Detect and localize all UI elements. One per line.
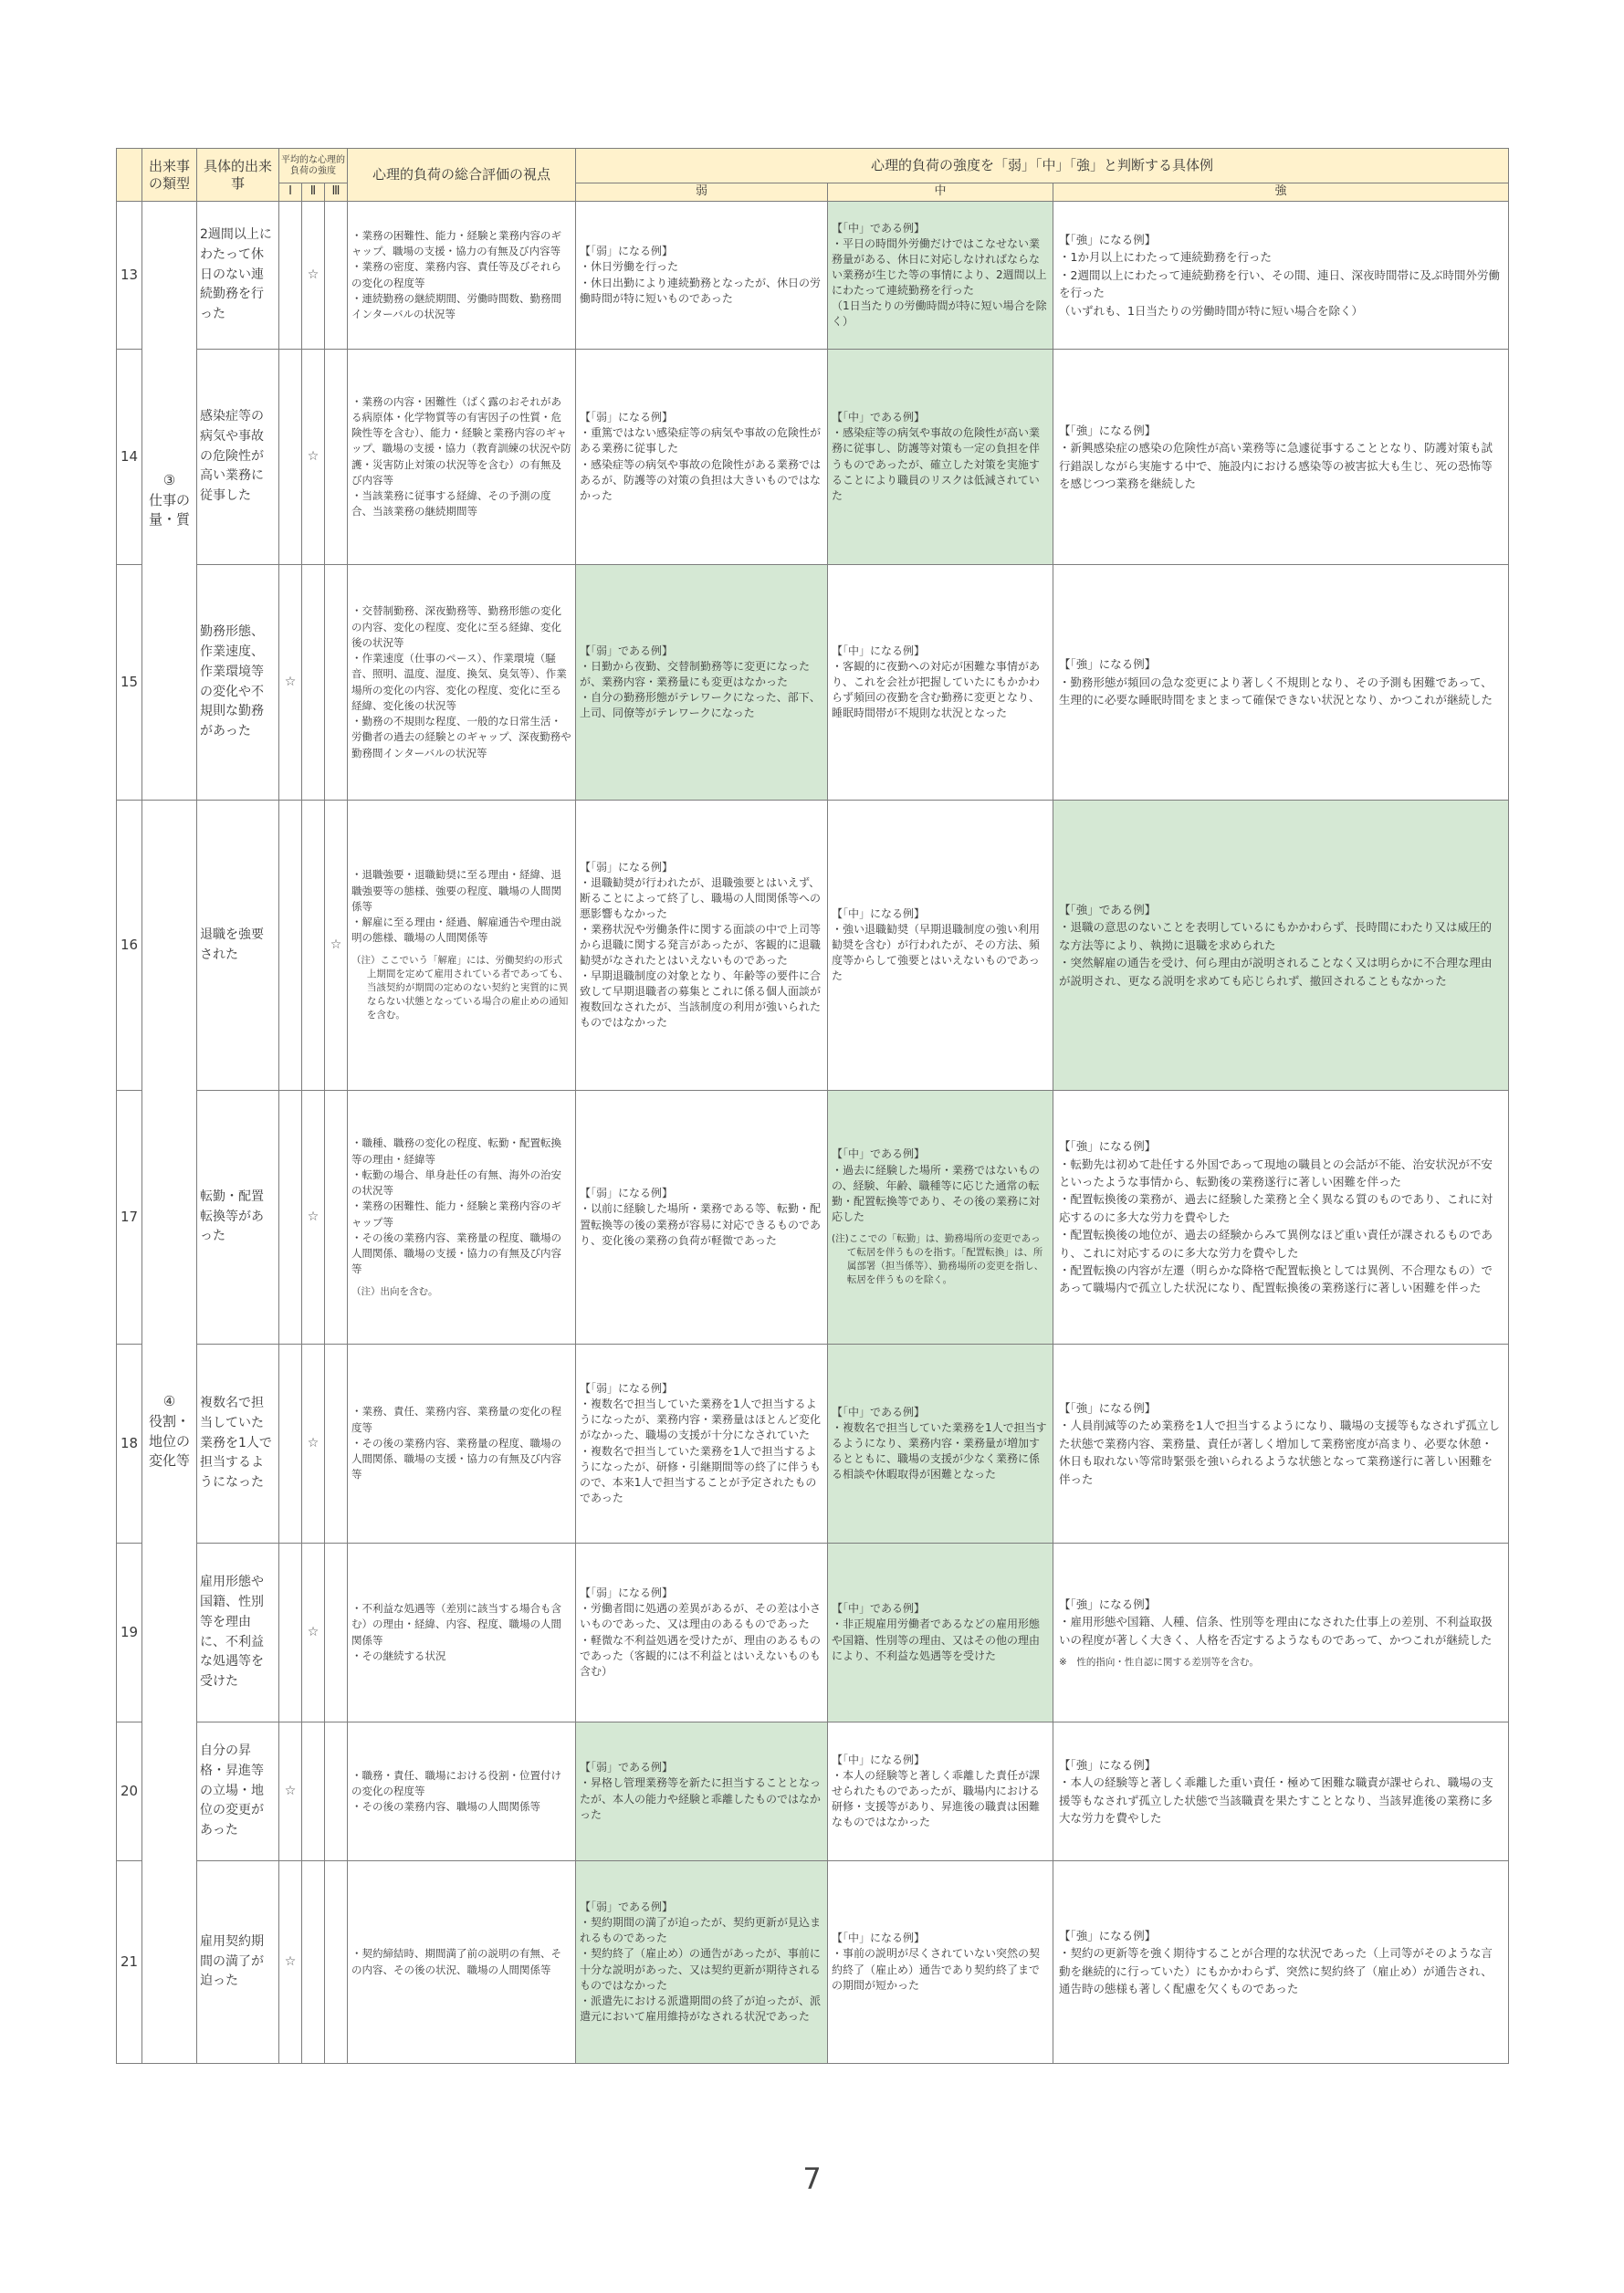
table-row bbox=[117, 350, 1509, 565]
text-line: 【「中」である例】 bbox=[832, 1405, 926, 1419]
text-line: ・複数名で担当していた業務を1人で担当するようになったが、業務内容・業務量はほとんど変化がなかった、職場の支援が十分になされていた bbox=[580, 1398, 822, 1442]
text-line: ・その後の業務内容、職場の人間関係等 bbox=[351, 1800, 541, 1814]
text-line: ・複数名で担当していた業務を1人で担当するようになり、業務内容・業務量が増加するとともに、職場の支援が少なく業務に係る相談や休暇取得が困難となった bbox=[832, 1420, 1047, 1482]
evaluation-viewpoint bbox=[348, 1722, 576, 1861]
text-line: ・契約期間の満了が迫ったが、契約更新が見込まれるものであった bbox=[580, 1916, 822, 1945]
text-line: ・契約終了（雇止め）の通告があったが、事前に十分な説明があった、又は契約更新が期待されるものではなかった bbox=[580, 1947, 821, 1992]
text-line: ・当該業務に従事する経緯、その予測の度合、当該業務の継続期間等 bbox=[351, 489, 551, 518]
concrete-event: 退職を強要された bbox=[197, 801, 279, 1091]
strength-mark-3 bbox=[325, 350, 348, 565]
table-row bbox=[117, 202, 1509, 350]
concrete-event: 転勤・配置転換等があった bbox=[197, 1091, 279, 1345]
table-row bbox=[117, 801, 1509, 1091]
strength-mark-2 bbox=[302, 1722, 325, 1861]
text-line: ・軽微な不利益処遇を受けたが、理由のあるものであった（客観的には不利益とはいえないものも含む） bbox=[580, 1633, 822, 1678]
text-line: 【「弱」である例】 bbox=[580, 644, 674, 657]
evaluation-viewpoint bbox=[348, 350, 576, 565]
row-number: 20 bbox=[117, 1722, 142, 1861]
weak-example bbox=[576, 1091, 828, 1345]
row-number: 18 bbox=[117, 1345, 142, 1544]
text-line: 【「強」になる例】 bbox=[1059, 1597, 1157, 1611]
strong-example bbox=[1053, 202, 1509, 350]
strength-mark-3 bbox=[325, 1345, 348, 1544]
concrete-event-header: 具体的出来事 bbox=[197, 149, 279, 202]
text-line: ・1か月以上にわたって連続勤務を行った bbox=[1059, 250, 1272, 265]
table-row bbox=[117, 565, 1509, 801]
concrete-event: 勤務形態、作業速度、作業環境等の変化や不規則な勤務があった bbox=[197, 565, 279, 801]
text-line: ・交替制勤務、深夜勤務等、勤務形態の変化の内容、変化の程度、変化に至る経緯、変化後の状況等 bbox=[351, 604, 562, 649]
text-line: ・複数名で担当していた業務を1人で担当するようになったが、研修・引継期間等の終了に伴うもので、本来1人で担当することが予定されたものであった bbox=[580, 1444, 822, 1504]
text-line: ・配置転換後の業務が、過去に経験した業務と全く異なる質のものであり、これに対応するのに多大な労力を費やした bbox=[1059, 1192, 1493, 1224]
text-line: ・勤務形態が頻回の急な変更により著しく不規則となり、その予測も困難であって、生理的に必要な睡眠時間をまとまって確保できない状況となり、かつこれが継続した bbox=[1059, 675, 1493, 707]
text-line: ・職務・責任、職場における役割・位置付けの変化の程度等 bbox=[351, 1768, 562, 1797]
strength-mark-1: ☆ bbox=[279, 1722, 302, 1861]
row-number: 19 bbox=[117, 1544, 142, 1722]
strength-mark-2: ☆ bbox=[302, 202, 325, 350]
text-line: 【「強」になる例】 bbox=[1059, 1401, 1157, 1416]
text-line: ・労働者間に処遇の差異があるが、その差は小さいものであった、又は理由のあるものであった bbox=[580, 1602, 822, 1631]
footnote: ※ 性的指向・性自認に関する差別等を含む。 bbox=[1059, 1656, 1259, 1668]
strength-mark-2 bbox=[302, 565, 325, 801]
text-line: ・作業速度（仕事のペース）、作業環境（騒音、照明、温度、湿度、換気、臭気等）、作業場所の変化の内容、変化の程度、変化に至る経緯、変化後の状況等 bbox=[351, 652, 567, 712]
row-number: 21 bbox=[117, 1861, 142, 2064]
text-line: ・業務、責任、業務内容、業務量の変化の程度等 bbox=[351, 1405, 562, 1434]
table-row bbox=[117, 1345, 1509, 1544]
medium-example bbox=[828, 350, 1053, 565]
strength-mark-1 bbox=[279, 1091, 302, 1345]
row-number: 17 bbox=[117, 1091, 142, 1345]
text-line: ・連続勤務の継続期間、労働時間数、勤務間インターバルの状況等 bbox=[351, 291, 562, 320]
strength-mark-1 bbox=[279, 1345, 302, 1544]
text-line: 【「中」である例】 bbox=[832, 1147, 926, 1161]
text-line: ・業務の内容・困難性（ばく露のおそれがある病原体・化学物質等の有害因子の性質・危険性等を含む）、能力・経験と業務内容のギャップ、職場の支援・協力（教育訓練の状況や防護・災害防止対策の状況等を含む）の有無及び内容等 bbox=[351, 394, 571, 487]
strength-mark-3 bbox=[325, 202, 348, 350]
weak-header: 弱 bbox=[576, 183, 828, 202]
medium-example bbox=[828, 565, 1053, 801]
strong-example bbox=[1053, 1722, 1509, 1861]
text-line: ・勤務の不規則な程度、一般的な日常生活・労働者の過去の経験とのギャップ、深夜勤務や勤務間インターバルの状況等 bbox=[351, 715, 571, 759]
concrete-event: 2週間以上にわたって休日のない連続勤務を行った bbox=[197, 202, 279, 350]
text-line: 【「弱」になる例】 bbox=[580, 245, 674, 258]
text-line: ・契約締結時、期間満了前の説明の有無、その内容、その後の状況、職場の人間関係等 bbox=[351, 1947, 562, 1976]
text-line: ・昇格し管理業務等を新たに担当することとなったが、本人の能力や経験と乖離したものではなかった bbox=[580, 1776, 822, 1821]
strength-mark-2: ☆ bbox=[302, 350, 325, 565]
concrete-event: 複数名で担当していた業務を1人で担当するようになった bbox=[197, 1345, 279, 1544]
text-line: ・日勤から夜勤、交替制勤務等に変更になったが、業務内容・業務量にも変更はなかった bbox=[580, 659, 811, 688]
text-line: ・過去に経験した場所・業務ではないものの、経験、年齢、職種等に応じた通常の転勤・配置転換等であり、その後の業務に対応した bbox=[832, 1163, 1041, 1223]
weak-example bbox=[576, 202, 828, 350]
text-line: 【「弱」になる例】 bbox=[580, 1382, 674, 1396]
text-line: ・本人の経験等と著しく乖離した責任が課せられたものであったが、職場内における研修・支援等があり、昇進後の職責は困難なものではなかった bbox=[832, 1768, 1041, 1829]
evaluation-viewpoint bbox=[348, 1861, 576, 2064]
text-line: 【「弱」になる例】 bbox=[580, 1187, 674, 1200]
text-line: ・業務の困難性、能力・経験と業務内容のギャップ等 bbox=[351, 1199, 562, 1229]
strong-example bbox=[1053, 1544, 1509, 1722]
evaluation-viewpoint bbox=[348, 1091, 576, 1345]
text-line: ・非正規雇用労働者であるなどの雇用形態や国籍、性別等の理由、又はその他の理由により、不利益な処遇等を受けた bbox=[832, 1618, 1041, 1662]
table-row bbox=[117, 1722, 1509, 1861]
text-line: 【「中」である例】 bbox=[832, 221, 926, 235]
text-line: ・派遣先における派遣期間の終了が迫ったが、派遣元において雇用維持がなされる状況であった bbox=[580, 1994, 822, 2023]
text-line: ・業務の困難性、能力・経験と業務内容のギャップ、職場の支援・協力の有無及び内容等 bbox=[351, 228, 562, 257]
text-line: ・突然解雇の通告を受け、何ら理由が説明されることなく又は明らかに不合理な理由が説明され、更なる説明を求めても応じられず、撤回されることもなかった bbox=[1059, 956, 1493, 988]
medium-example bbox=[828, 1544, 1053, 1722]
concrete-event: 感染症等の病気や事故の危険性が高い業務に従事した bbox=[197, 350, 279, 565]
strong-example bbox=[1053, 1091, 1509, 1345]
row-number-header bbox=[117, 149, 142, 202]
text-line: ・自分の勤務形態がテレワークになった、部下、上司、同僚等がテレワークになった bbox=[580, 691, 821, 720]
header-row-2 bbox=[117, 183, 1509, 202]
text-line: 【「強」になる例】 bbox=[1059, 1139, 1157, 1154]
text-line: ・不利益な処遇等（差別に該当する場合も含む）の理由・経緯、内容、程度、職場の人間関係等 bbox=[351, 1602, 562, 1647]
text-line: ③ bbox=[162, 471, 176, 488]
text-line: ・契約の更新等を強く期待することが合理的な状況であった（上司等がそのような言動を継続的に行っていた）にもかかわらず、突然に契約終了（雇止め）が通告され、通告時の態様も著しく配慮を欠くものであった bbox=[1059, 1946, 1493, 1995]
text-line: ・強い退職勧奨（早期退職制度の強い利用勧奨を含む）が行われたが、その方法、頻度等からして強要とはいえないものであった bbox=[832, 922, 1041, 983]
evaluation-viewpoint bbox=[348, 1345, 576, 1544]
strength-level-1-header: Ⅰ bbox=[279, 183, 302, 202]
strength-mark-3 bbox=[325, 1861, 348, 2064]
text-line: 【「中」になる例】 bbox=[832, 644, 926, 657]
text-line: ・その後の業務内容、業務量の程度、職場の人間関係、職場の支援・協力の有無及び内容等 bbox=[351, 1230, 562, 1276]
strength-mark-2 bbox=[302, 801, 325, 1091]
text-line: ・重篤ではない感染症等の病気や事故の危険性がある業務に従事した bbox=[580, 426, 822, 455]
text-line: ・以前に経験した場所・業務である等、転勤・配置転換等の後の業務が容易に対応できるものであり、変化後の業務の負荷が軽微であった bbox=[580, 1202, 822, 1247]
row-number: 15 bbox=[117, 565, 142, 801]
weak-example bbox=[576, 1722, 828, 1861]
evaluation-viewpoint bbox=[348, 1544, 576, 1722]
weak-example bbox=[576, 565, 828, 801]
weak-example bbox=[576, 1544, 828, 1722]
strength-mark-1 bbox=[279, 202, 302, 350]
text-line: 【「強」になる例】 bbox=[1059, 657, 1157, 672]
footnote: （注）出向を含む。 bbox=[351, 1285, 438, 1297]
footnote: （注）ここでいう「解雇」には、労働契約の形式上期間を定めて雇用されている者であっても、当該契約が期間の定めのない契約と実質的に異ならない状態となっている場合の雇止めの通知を含む。 bbox=[351, 954, 569, 1021]
strong-example bbox=[1053, 1861, 1509, 2064]
text-line: ・感染症等の病気や事故の危険性が高い業務に従事し、防護等対策も一定の負担を伴うものであったが、確立した対策を実施することにより職員のリスクは低減されていた bbox=[832, 426, 1041, 502]
medium-example bbox=[828, 202, 1053, 350]
text-line: 【「中」になる例】 bbox=[832, 1932, 926, 1945]
evaluation-viewpoint bbox=[348, 801, 576, 1091]
text-line: ・休日出勤により連続勤務となったが、休日の労働時間が特に短いものであった bbox=[580, 276, 822, 305]
strength-mark-1: ☆ bbox=[279, 1861, 302, 2064]
text-line: 【「強」になる例】 bbox=[1059, 423, 1157, 437]
table-row bbox=[117, 1544, 1509, 1722]
avg-strength-header: 平均的な心理的負荷の強度 bbox=[279, 149, 348, 183]
table-row bbox=[117, 1091, 1509, 1345]
strength-mark-2: ☆ bbox=[302, 1544, 325, 1722]
text-line: 【「弱」になる例】 bbox=[580, 411, 674, 424]
text-line: 【「強」になる例】 bbox=[1059, 1928, 1157, 1942]
strength-mark-2: ☆ bbox=[302, 1345, 325, 1544]
table-row bbox=[117, 1861, 1509, 2064]
weak-example bbox=[576, 1345, 828, 1544]
strength-mark-1 bbox=[279, 350, 302, 565]
text-line: 【「中」である例】 bbox=[832, 411, 926, 424]
strength-mark-1: ☆ bbox=[279, 565, 302, 801]
examples-header: 心理的負荷の強度を「弱」「中」「強」と判断する具体例 bbox=[576, 149, 1509, 183]
text-line: 役割・地位の変化等 bbox=[148, 1412, 190, 1470]
weak-example bbox=[576, 350, 828, 565]
text-line: ・感染症等の病気や事故の危険性がある業務ではあるが、防護等の対策の負担は大きいものではなかった bbox=[580, 457, 822, 502]
text-line: ・その継続する状況 bbox=[351, 1649, 446, 1662]
text-line: ・平日の時間外労働だけではこなせない業務量がある、休日に対応しなければならない業務が生じた等の事情により、2週間以上にわたって連続勤務を行った bbox=[832, 236, 1047, 298]
text-line: （いずれも、1日当たりの労働時間が特に短い場合を除く） bbox=[1059, 303, 1363, 318]
concrete-event: 雇用形態や国籍、性別等を理由に、不利益な処遇等を受けた bbox=[197, 1544, 279, 1722]
text-line: 【「強」である例】 bbox=[1059, 903, 1157, 917]
event-category-role bbox=[142, 801, 197, 2064]
text-line: ・人員削減等のため業務を1人で担当するようになり、職場の支援等もなされず孤立した状態で業務内容、業務量、責任が著しく増加して業務密度が高まり、必要な休憩・休日も取れない等常時緊張を強いられるような状態となって業務遂行に著しい困難を伴った bbox=[1059, 1419, 1500, 1486]
strength-mark-3 bbox=[325, 1544, 348, 1722]
text-line: ・転勤先は初めて赴任する外国であって現地の職員との会話が不能、治安状況が不安といったような事情から、転勤後の業務遂行に著しい困難を伴った bbox=[1059, 1157, 1493, 1189]
table-body bbox=[117, 202, 1509, 2064]
strong-example bbox=[1053, 801, 1509, 1091]
strength-mark-3 bbox=[325, 1091, 348, 1345]
text-line: 仕事の量・質 bbox=[148, 491, 190, 529]
strong-example bbox=[1053, 565, 1509, 801]
strong-header: 強 bbox=[1053, 183, 1509, 202]
row-number: 13 bbox=[117, 202, 142, 350]
strong-example bbox=[1053, 1345, 1509, 1544]
text-line: ・退職強要・退職勧奨に至る理由・経緯、退職強要等の態様、強要の程度、職場の人間関係等 bbox=[351, 868, 562, 913]
text-line: ・雇用形態や国籍、人種、信条、性別等を理由になされた仕事上の差別、不利益取扱いの程度が著しく大きく、人格を否定するようなものであって、かつこれが継続した bbox=[1059, 1615, 1493, 1647]
text-line: ・2週間以上にわたって連続勤務を行い、その間、連日、深夜時間帯に及ぶ時間外労働を行った bbox=[1059, 267, 1500, 300]
strength-mark-3: ☆ bbox=[325, 801, 348, 1091]
concrete-event: 自分の昇格・昇進等の立場・地位の変更があった bbox=[197, 1722, 279, 1861]
medium-example bbox=[828, 1722, 1053, 1861]
text-line: ・職種、職務の変化の程度、転勤・配置転換等の理由・経緯等 bbox=[351, 1136, 562, 1166]
medium-example bbox=[828, 1345, 1053, 1544]
medium-example bbox=[828, 1861, 1053, 2064]
evaluation-viewpoint bbox=[348, 565, 576, 801]
text-line: 【「強」になる例】 bbox=[1059, 233, 1157, 247]
medium-example bbox=[828, 801, 1053, 1091]
text-line: （1日当たりの労働時間が特に短い場合を除く） bbox=[832, 299, 1047, 329]
row-number: 14 bbox=[117, 350, 142, 565]
stress-evaluation-table bbox=[116, 148, 1509, 2064]
page-number: 7 bbox=[802, 2162, 822, 2196]
text-line: ・退職勧奨が行われたが、退職強要とはいえず、断ることによって終了し、職場の人間関係等への悪影響もなかった bbox=[580, 875, 822, 920]
text-line: 【「中」になる例】 bbox=[832, 1753, 926, 1766]
text-line: ・業務状況や労働条件に関する面談の中で上司等から退職に関する発言があったが、客観的に退職勧奨がなされたとはいえないものであった bbox=[580, 922, 822, 968]
strength-level-3-header: Ⅲ bbox=[325, 183, 348, 202]
weak-example bbox=[576, 1861, 828, 2064]
event-category-workload bbox=[142, 202, 197, 801]
text-line: 【「中」である例】 bbox=[832, 1602, 926, 1616]
text-line: ・転勤の場合、単身赴任の有無、海外の治安の状況等 bbox=[351, 1167, 562, 1198]
strength-mark-2: ☆ bbox=[302, 1091, 325, 1345]
strength-mark-3 bbox=[325, 1722, 348, 1861]
text-line: ・早期退職制度の対象となり、年齢等の要件に合致して早期退職者の募集とこれに係る個人面談が複数回なされたが、当該制度の利用が強いられたものではなかった bbox=[580, 969, 822, 1030]
header-row-1 bbox=[117, 149, 1509, 183]
strength-mark-3 bbox=[325, 565, 348, 801]
medium-header: 中 bbox=[828, 183, 1053, 202]
row-number: 16 bbox=[117, 801, 142, 1091]
text-line: ・その後の業務内容、業務量の程度、職場の人間関係、職場の支援・協力の有無及び内容等 bbox=[351, 1436, 562, 1482]
text-line: ・業務の密度、業務内容、責任等及びそれらの変化の程度等 bbox=[351, 260, 562, 289]
text-line: 【「弱」である例】 bbox=[580, 1900, 674, 1914]
text-line: 【「弱」になる例】 bbox=[580, 1586, 674, 1600]
strength-mark-1 bbox=[279, 801, 302, 1091]
evaluation-viewpoint bbox=[348, 202, 576, 350]
strength-level-2-header: Ⅱ bbox=[302, 183, 325, 202]
text-line: ・配置転換の内容が左遷（明らかな降格で配置転換としては異例、不合理なもの）であって職場内で孤立した状況になり、配置転換後の業務遂行に著しい困難を伴った bbox=[1059, 1262, 1493, 1295]
text-line: 【「強」になる例】 bbox=[1059, 1757, 1157, 1772]
text-line: ・本人の経験等と著しく乖離した重い責任・極めて困難な職責が課せられ、職場の支援等もなされず孤立した状態で当該職責を果たすこととなり、当該昇進後の業務に多大な労力を費やした bbox=[1059, 1775, 1493, 1825]
event-type-header: 出来事の類型 bbox=[142, 149, 197, 202]
text-line: ④ bbox=[162, 1393, 176, 1409]
text-line: ・新興感染症の感染の危険性が高い業務等に急遽従事することとなり、防護対策も試行錯誤しながら実施する中で、施設内における感染等の被害拡大も生じ、死の恐怖等を感じつつ業務を継続した bbox=[1059, 441, 1493, 490]
text-line: ・休日労働を行った bbox=[580, 260, 679, 274]
text-line: ・退職の意思のないことを表明しているにもかかわらず、長時間にわたり又は威圧的な方法等により、執拗に退職を求められた bbox=[1059, 920, 1493, 952]
text-line: 【「中」になる例】 bbox=[832, 906, 926, 920]
text-line: 【「弱」になる例】 bbox=[580, 860, 674, 874]
footnote: (注)ここでの「転勤」は、勤務場所の変更であって転居を伴うものを指す。「配置転換」は、所属部署（担当係等）、勤務場所の変更を指し、転居を伴うものを除く。 bbox=[832, 1232, 1044, 1286]
document-page bbox=[116, 148, 1508, 2064]
concrete-event: 雇用契約期間の満了が迫った bbox=[197, 1861, 279, 2064]
strong-example bbox=[1053, 350, 1509, 565]
text-line: ・解雇に至る理由・経過、解雇通告や理由説明の態様、職場の人間関係等 bbox=[351, 916, 562, 945]
overall-view-header: 心理的負荷の総合評価の視点 bbox=[348, 149, 576, 202]
medium-example bbox=[828, 1091, 1053, 1345]
text-line: ・事前の説明が尽くされていない突然の契約終了（雇止め）通告であり契約終了までの期間が短かった bbox=[832, 1947, 1041, 1992]
text-line: ・配置転換後の地位が、過去の経験からみて異例なほど重い責任が課されるものであり、これに対応するのに多大な労力を費やした bbox=[1059, 1228, 1493, 1260]
strength-mark-2 bbox=[302, 1861, 325, 2064]
text-line: ・客観的に夜勤への対応が困難な事情があり、これを会社が把握していたにもかかわらず頻回の夜勤を含む勤務に変更となり、睡眠時間帯が不規則な状況となった bbox=[832, 659, 1041, 720]
strength-mark-1 bbox=[279, 1544, 302, 1722]
text-line: 【「弱」である例】 bbox=[580, 1761, 674, 1775]
weak-example bbox=[576, 801, 828, 1091]
